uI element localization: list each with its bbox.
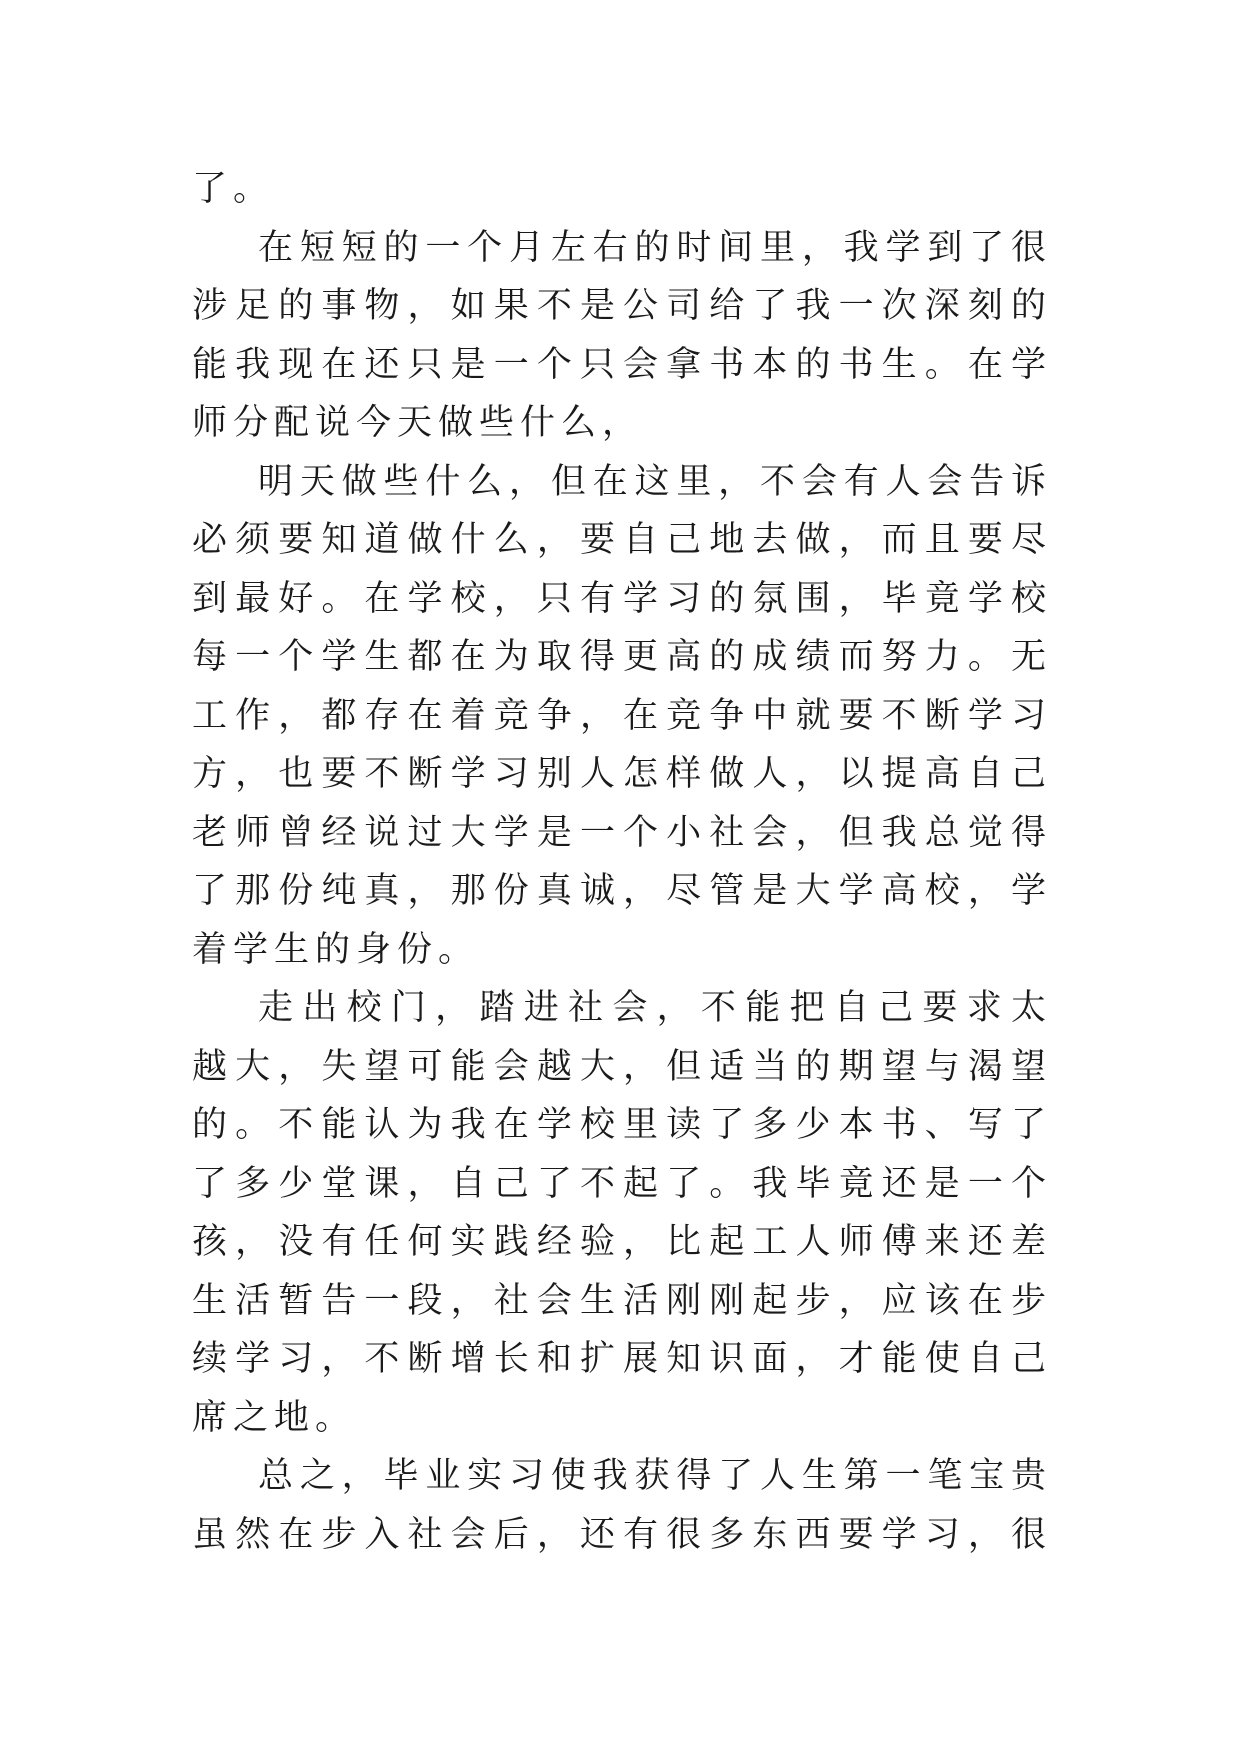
text-line: 虽然在步入社会后，还有很多东西要学习，很 (192, 1514, 1052, 1555)
text-line: 在短短的一个月左右的时间里，我学到了很 (258, 227, 1052, 268)
text-line: 总之，毕业实习使我获得了人生第一笔宝贵 (258, 1456, 1052, 1496)
text-line: 老师曾经说过大学是一个小社会，但我总觉得 (192, 812, 1052, 853)
text-line: 师分配说今天做些什么， (192, 403, 644, 443)
text-line: 走出校门，踏进社会，不能把自己要求太 (258, 988, 1052, 1028)
text-line: 的。不能认为我在学校里读了多少本书、写了 (192, 1105, 1052, 1145)
text-line: 必须要知道做什么，要自己地去做，而且要尽 (192, 520, 1052, 560)
text-line: 席之地。 (192, 1397, 357, 1438)
text-line: 能我现在还只是一个只会拿书本的书生。在学 (192, 344, 1052, 385)
body-text (192, 160, 1052, 1564)
text-line: 工作，都存在着竞争，在竞争中就要不断学习 (192, 695, 1052, 736)
text-line: 了。 (192, 169, 275, 209)
text-line: 方，也要不断学习别人怎样做人，以提高自己 (192, 754, 1052, 794)
text-line: 涉足的事物，如果不是公司给了我一次深刻的 (192, 286, 1052, 326)
text-line: 生活暂告一段，社会生活刚刚起步，应该在步 (192, 1280, 1052, 1321)
text-line: 续学习，不断增长和扩展知识面，才能使自己 (192, 1339, 1052, 1379)
text-line: 越大，失望可能会越大，但适当的期望与渴望 (192, 1046, 1052, 1087)
text-line: 明天做些什么，但在这里，不会有人会告诉 (258, 461, 1052, 502)
text-line: 了多少堂课，自己了不起了。我毕竟还是一个 (192, 1163, 1052, 1204)
text-line: 了那份纯真，那份真诚，尽管是大学高校，学 (192, 871, 1052, 911)
text-line: 着学生的身份。 (192, 929, 480, 970)
text-line: 到最好。在学校，只有学习的氛围，毕竟学校 (192, 578, 1052, 619)
text-line: 每一个学生都在为取得更高的成绩而努力。无 (192, 637, 1052, 677)
text-line: 孩，没有任何实践经验，比起工人师傅来还差 (192, 1222, 1052, 1262)
